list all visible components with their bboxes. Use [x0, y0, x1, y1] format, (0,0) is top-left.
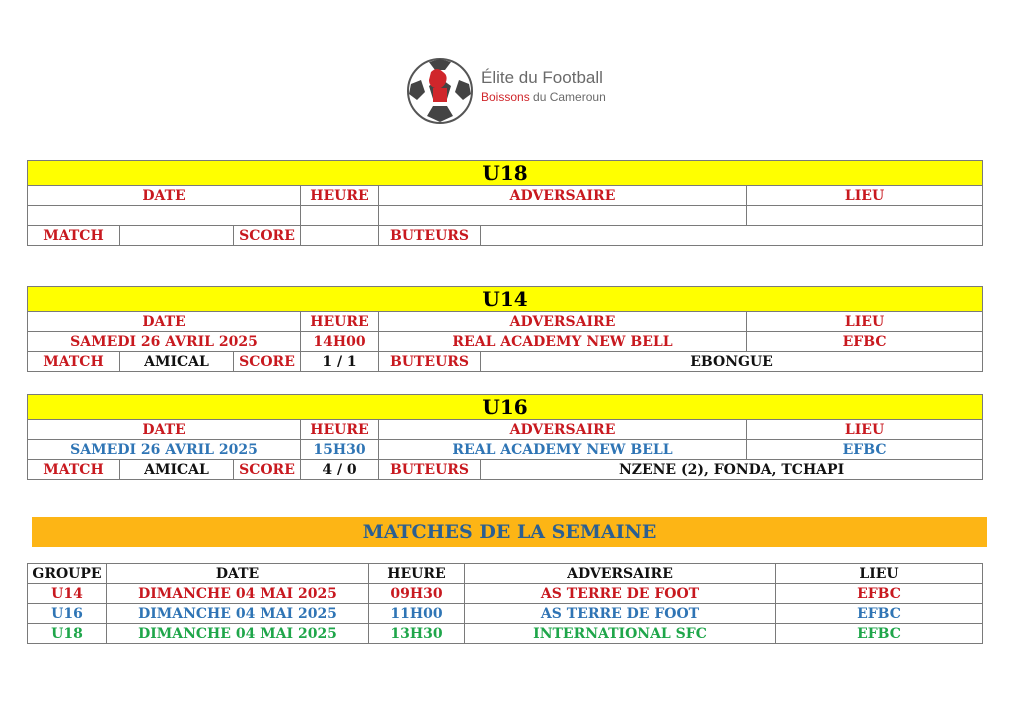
u18-match [120, 226, 234, 246]
u16-match: AMICAL [120, 460, 234, 480]
u16-date: SAMEDI 26 AVRIL 2025 [28, 440, 301, 460]
u14-heure-header: HEURE [301, 312, 379, 332]
u16-buteurs-label: BUTEURS [379, 460, 481, 480]
week-matches-table [27, 563, 983, 644]
u16-heure: 15H30 [301, 440, 379, 460]
u18-adversaire-header: ADVERSAIRE [379, 186, 747, 206]
u14-score-label: SCORE [234, 352, 301, 372]
u18-score [301, 226, 379, 246]
week-row [28, 624, 983, 644]
football-crest-icon [405, 56, 475, 126]
week-matches-title: MATCHES DE LA SEMAINE [32, 517, 987, 547]
week-row-date: DIMANCHE 04 MAI 2025 [107, 604, 369, 624]
week-row-date: DIMANCHE 04 MAI 2025 [107, 624, 369, 644]
logo [405, 52, 635, 128]
week-row-heure: 11H00 [369, 604, 465, 624]
u16-title: U16 [28, 395, 983, 420]
week-row-adversaire: AS TERRE DE FOOT [465, 584, 776, 604]
u16-buteurs: NZENE (2), FONDA, TCHAPI [481, 460, 983, 480]
week-row-lieu: EFBC [776, 624, 983, 644]
u18-date-header: DATE [28, 186, 301, 206]
u14-lieu: EFBC [747, 332, 983, 352]
week-row-heure: 09H30 [369, 584, 465, 604]
week-lieu-header: LIEU [776, 564, 983, 584]
u18-heure-header: HEURE [301, 186, 379, 206]
week-row-lieu: EFBC [776, 584, 983, 604]
u18-title: U18 [28, 161, 983, 186]
week-row [28, 604, 983, 624]
week-row-adversaire: AS TERRE DE FOOT [465, 604, 776, 624]
u16-match-label: MATCH [28, 460, 120, 480]
week-row-groupe: U14 [28, 584, 107, 604]
u14-title: U14 [28, 287, 983, 312]
u18-score-label: SCORE [234, 226, 301, 246]
u14-buteurs-label: BUTEURS [379, 352, 481, 372]
week-heure-header: HEURE [369, 564, 465, 584]
u18-match-label: MATCH [28, 226, 120, 246]
u14-results-table [27, 286, 983, 372]
week-row-lieu: EFBC [776, 604, 983, 624]
week-row-date: DIMANCHE 04 MAI 2025 [107, 584, 369, 604]
u14-adversaire-header: ADVERSAIRE [379, 312, 747, 332]
u14-date: SAMEDI 26 AVRIL 2025 [28, 332, 301, 352]
u18-lieu-header: LIEU [747, 186, 983, 206]
logo-title: Élite du Football [481, 68, 603, 87]
u14-adversaire: REAL ACADEMY NEW BELL [379, 332, 747, 352]
week-row-adversaire: INTERNATIONAL SFC [465, 624, 776, 644]
u16-lieu-header: LIEU [747, 420, 983, 440]
u14-match-label: MATCH [28, 352, 120, 372]
u18-date [28, 206, 301, 226]
logo-subtitle: Boissons du Cameroun [481, 90, 606, 104]
u18-adversaire [379, 206, 747, 226]
u16-score-label: SCORE [234, 460, 301, 480]
week-date-header: DATE [107, 564, 369, 584]
week-row-groupe: U18 [28, 624, 107, 644]
u18-results-table [27, 160, 983, 246]
u16-results-table [27, 394, 983, 480]
week-row-heure: 13H30 [369, 624, 465, 644]
u18-buteurs [481, 226, 983, 246]
week-adversaire-header: ADVERSAIRE [465, 564, 776, 584]
u14-heure: 14H00 [301, 332, 379, 352]
u16-lieu: EFBC [747, 440, 983, 460]
u18-lieu [747, 206, 983, 226]
week-row [28, 584, 983, 604]
u14-date-header: DATE [28, 312, 301, 332]
u14-buteurs: EBONGUE [481, 352, 983, 372]
u14-lieu-header: LIEU [747, 312, 983, 332]
u14-match: AMICAL [120, 352, 234, 372]
u16-date-header: DATE [28, 420, 301, 440]
week-row-groupe: U16 [28, 604, 107, 624]
u16-adversaire-header: ADVERSAIRE [379, 420, 747, 440]
u14-score: 1 / 1 [301, 352, 379, 372]
u16-score: 4 / 0 [301, 460, 379, 480]
week-groupe-header: GROUPE [28, 564, 107, 584]
u18-buteurs-label: BUTEURS [379, 226, 481, 246]
u18-heure [301, 206, 379, 226]
u16-adversaire: REAL ACADEMY NEW BELL [379, 440, 747, 460]
u16-heure-header: HEURE [301, 420, 379, 440]
